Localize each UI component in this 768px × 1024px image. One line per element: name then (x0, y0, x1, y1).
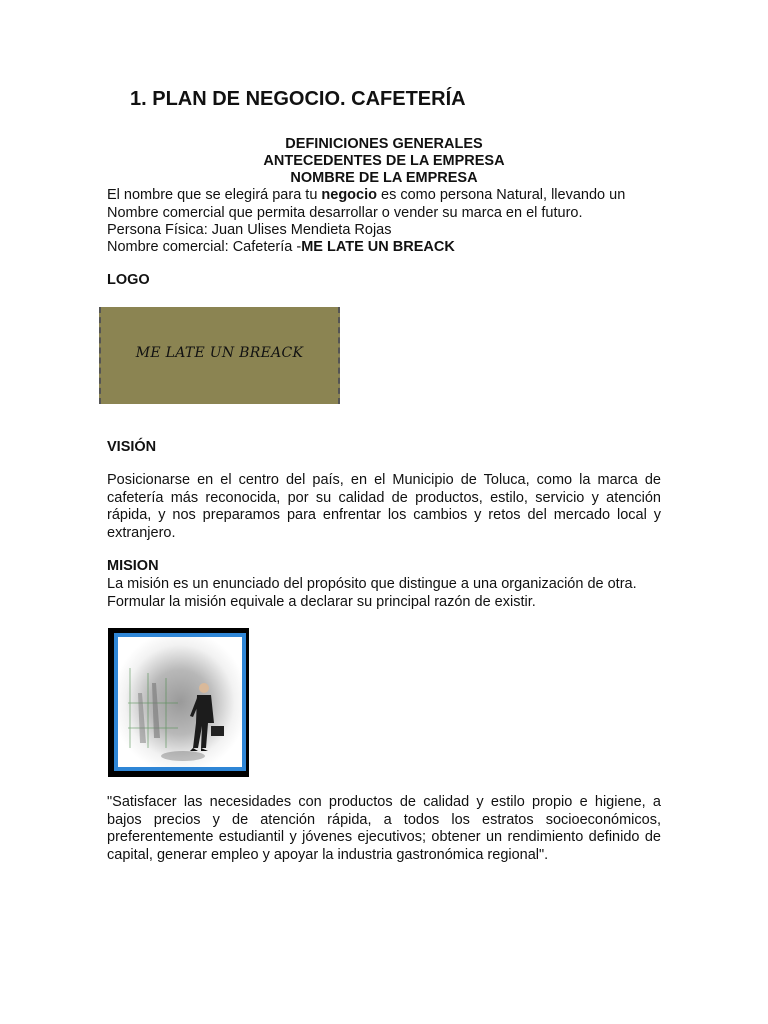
businessman-walking-image (108, 628, 249, 777)
heading-antecedentes: ANTECEDENTES DE LA EMPRESA (263, 153, 505, 169)
mision-quote: "Satisfacer las necesidades con productos de calidad y estilo propio e higiene, a bajos precios y de atención rápida, a todos los estratos socioeconómicos, preferentemente estudiantil y jóvenes ejecutivos; obtener un rendimiento definido de capital, generar empleo y apoyar la industria gastronómica regional". (107, 794, 661, 863)
intro-text: El nombre que se elegirá para tu (107, 187, 322, 203)
intro-text: es como persona Natural, llevando un (377, 187, 626, 203)
page-title: 1. PLAN DE NEGOCIO. CAFETERÍA (130, 88, 466, 110)
intro-line-1 (107, 187, 625, 203)
intro-bold-word: negocio (321, 187, 377, 203)
mision-heading: MISION (107, 558, 159, 574)
vision-heading: VISIÓN (107, 439, 157, 455)
businessman-walking-icon (108, 628, 249, 777)
heading-nombre: NOMBRE DE LA EMPRESA (290, 170, 478, 186)
logo-image (99, 307, 340, 404)
heading-definiciones: DEFINICIONES GENERALES (285, 136, 483, 152)
intro-line-2: Nombre comercial que permita desarrollar o vender su marca en el futuro. (107, 205, 583, 221)
nombre-comercial-label: Nombre comercial: Cafetería - (107, 239, 302, 255)
logo-heading: LOGO (107, 272, 150, 288)
mision-line-1: La misión es un enunciado del propósito que distingue a una organización de otra. (107, 576, 637, 592)
nombre-comercial-value: ME LATE UN BREACK (301, 239, 455, 255)
nombre-comercial (107, 239, 455, 255)
vision-text: Posicionarse en el centro del país, en el Municipio de Toluca, como la marca de cafetería más reconocida, por su calidad de productos, estilo, servicio y atención rápida, y nos preparamos para enfrentar los cambios y retos del mercado local y extranjero. (107, 472, 661, 541)
mision-line-2: Formular la misión equivale a declarar su principal razón de existir. (107, 594, 536, 610)
logo-text: ME LATE UN BREACK (135, 345, 304, 361)
persona-fisica: Persona Física: Juan Ulises Mendieta Rojas (107, 222, 392, 238)
